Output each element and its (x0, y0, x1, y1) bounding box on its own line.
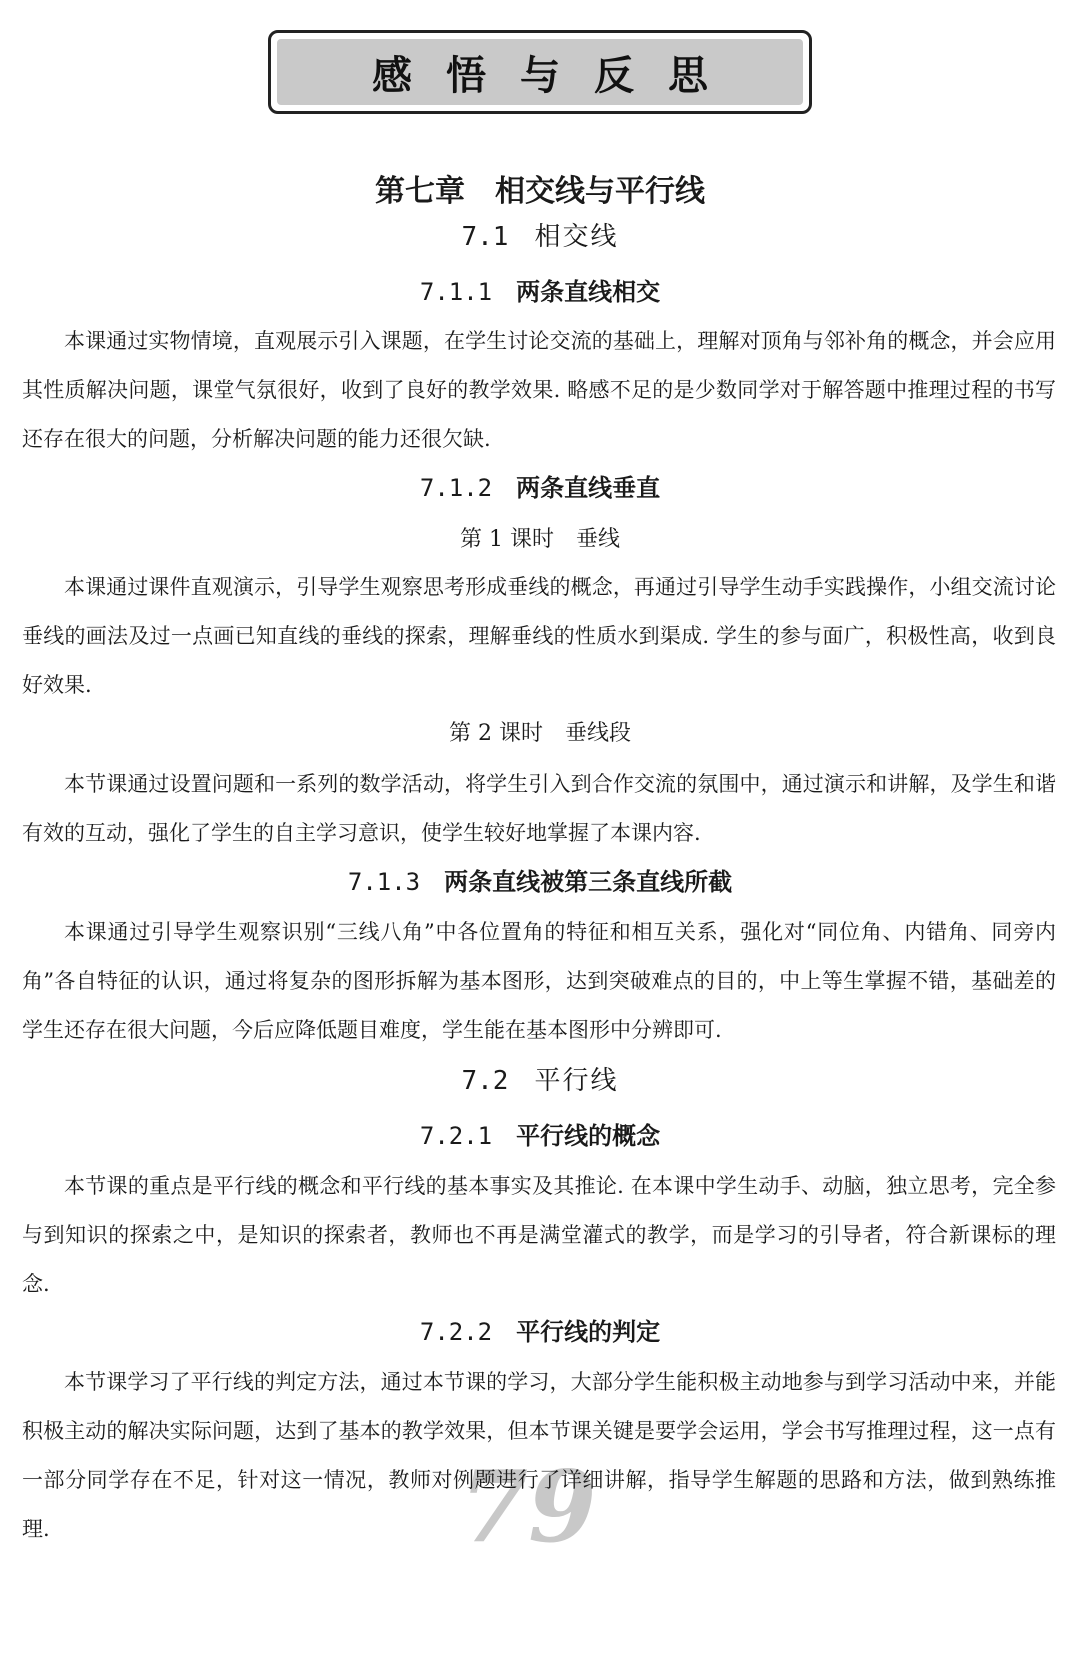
paragraph-7-2-1: 本节课的重点是平行线的概念和平行线的基本事实及其推论. 在本课中学生动手、动脑，独立思考，完全参与到知识的探索之中，是知识的探索者，教师也不再是满堂灌式的教学，而是学习的引导者，符合新课标的理念. (22, 1174, 1056, 1296)
section-banner (268, 30, 812, 114)
paragraph-7-1-2-lesson-2: 本节课通过设置问题和一系列的数学活动，将学生引入到合作交流的氛围中，通过演示和讲解，及学生和谐有效的互动，强化了学生的自主学习意识，使学生较好地掌握了本课内容. (22, 772, 1056, 845)
section-title: 平行线 (534, 1066, 619, 1096)
lesson-title: 垂线段 (564, 721, 631, 746)
section-7-2-1-heading (0, 1116, 1080, 1151)
lesson-number: 第 1 课时 (459, 527, 554, 552)
section-title: 相交线 (534, 222, 619, 252)
section-number: 7.1 (461, 222, 509, 252)
paragraph-7-1-1: 本课通过实物情境，直观展示引入课题，在学生讨论交流的基础上，理解对顶角与邻补角的概念，并会应用其性质解决问题，课堂气氛很好，收到了良好的教学效果. 略感不足的是少数同学对于解答题中推理过程的书写还存在很大的问题，分析解决问题的能力还很欠缺. (22, 329, 1056, 451)
section-title: 平行线的判定 (516, 1318, 661, 1346)
section-number: 7.2.2 (419, 1318, 493, 1346)
section-title: 两条直线相交 (516, 278, 661, 306)
section-title: 两条直线垂直 (516, 474, 661, 502)
section-banner-inner (277, 39, 803, 105)
lesson-2-heading (0, 716, 1080, 747)
section-7-1-1-heading (0, 272, 1080, 307)
section-7-2-heading (0, 1060, 1080, 1097)
section-7-1-heading (0, 216, 1080, 253)
paragraph-7-1-3: 本课通过引导学生观察识别“三线八角”中各位置角的特征和相互关系，强化对“同位角、内错角、同旁内角”各自特征的认识，通过将复杂的图形拆解为基本图形，达到突破难点的目的，中上等生掌握不错，基础差的学生还存在很大问题，今后应降低题目难度，学生能在基本图形中分辨即可. (22, 920, 1056, 1042)
section-number: 7.2.1 (419, 1122, 493, 1150)
section-number: 7.2 (461, 1066, 509, 1096)
lesson-title: 垂线 (575, 527, 620, 552)
section-title: 平行线的概念 (516, 1122, 661, 1150)
lesson-1-heading (0, 522, 1080, 553)
section-number: 7.1.2 (419, 474, 493, 502)
paragraph-7-1-2-lesson-1: 本课通过课件直观演示，引导学生观察思考形成垂线的概念，再通过引导学生动手实践操作，小组交流讨论垂线的画法及过一点画已知直线的垂线的探索，理解垂线的性质水到渠成. 学生的参与面广，积极性高，收到良好效果. (22, 575, 1056, 697)
section-number: 7.1.1 (419, 278, 493, 306)
page-number: 79 (460, 1450, 597, 1565)
section-7-2-2-heading (0, 1312, 1080, 1347)
lesson-number: 第 2 课时 (448, 721, 543, 746)
banner-title: 感悟与反思 (372, 52, 742, 99)
paragraph-7-2-2: 本节课学习了平行线的判定方法，通过本节课的学习，大部分学生能积极主动地参与到学习活动中来，并能积极主动的解决实际问题，达到了基本的教学效果，但本节课关键是要学会运用，学会书写推理过程，这一点有一部分同学存在不足，针对这一情况，教师对例题进行了详细讲解，指导学生解题的思路和方法，做到熟练推理. (22, 1370, 1056, 1541)
section-title: 两条直线被第三条直线所截 (444, 868, 733, 896)
section-number: 7.1.3 (347, 868, 421, 896)
chapter-title: 第七章 相交线与平行线 (375, 174, 705, 209)
section-7-1-3-heading (0, 862, 1080, 897)
section-7-1-2-heading (0, 468, 1080, 503)
